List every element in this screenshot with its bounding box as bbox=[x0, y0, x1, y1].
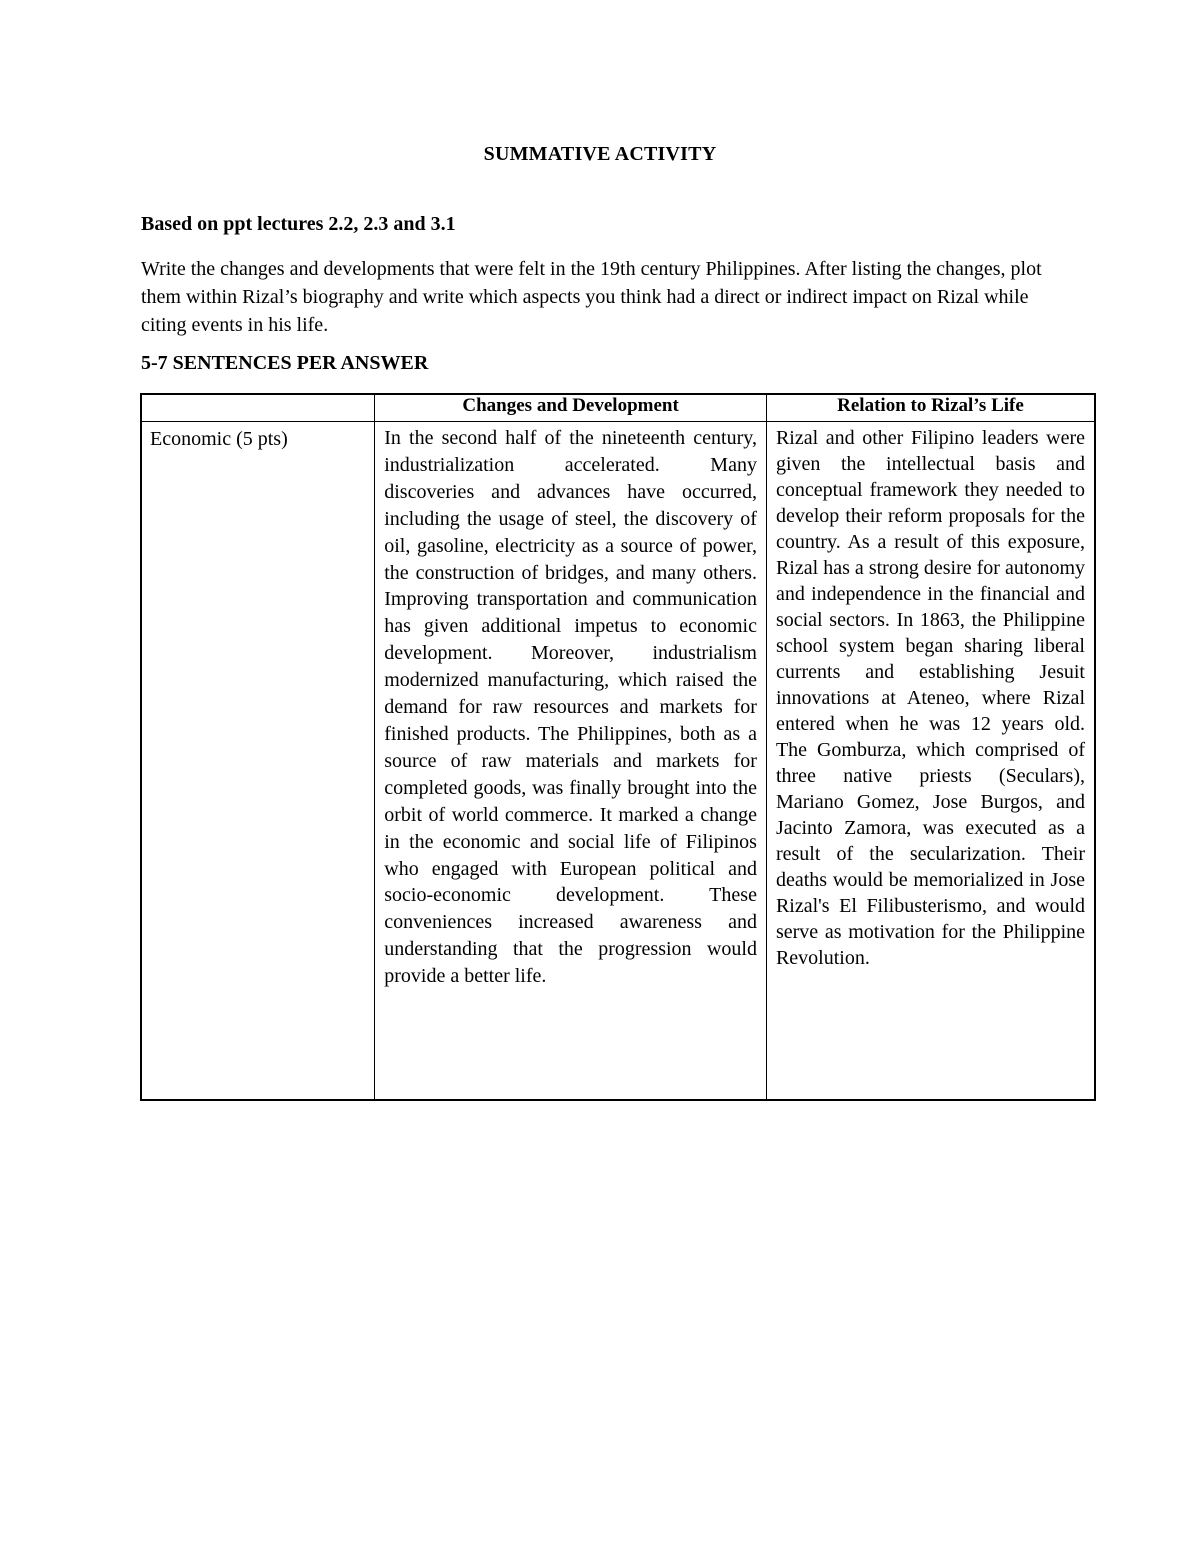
lecture-reference: Based on ppt lectures 2.2, 2.3 and 3.1 bbox=[141, 213, 456, 235]
document-title: SUMMATIVE ACTIVITY bbox=[483, 143, 717, 165]
header-category bbox=[141, 394, 375, 422]
table-header-row bbox=[141, 394, 1095, 422]
changes-cell: In the second half of the nineteenth century, industrialization accelerated. Many discoveries and advances have occurred, including the usage of steel, the discovery of oil, gasoline, electricity as a source of power, the construction of bridges, and many others. Improving transportation and communication has given additional impetus to economic development. Moreover, industrialism modernized manufacturing, which raised the demand for raw resources and markets for finished products. The Philippines, both as a source of raw materials and markets for completed goods, was finally brought into the orbit of world commerce. It marked a change in the economic and social life of Filipinos who engaged with European political and socio-economic development. These conveniences increased awareness and understanding that the progression would provide a better life. bbox=[375, 422, 767, 1101]
answer-table bbox=[140, 393, 1096, 1101]
category-cell: Economic (5 pts) bbox=[141, 422, 375, 1101]
sentences-requirement: 5-7 SENTENCES PER ANSWER bbox=[141, 352, 429, 374]
table-row bbox=[141, 422, 1095, 1101]
instructions-paragraph: Write the changes and developments that were felt in the 19th century Philippines. After listing the changes, plot them within Rizal’s biography and write which aspects you think had a direct or indirect impact on Rizal while citing events in his life. bbox=[141, 258, 1042, 336]
header-relation: Relation to Rizal’s Life bbox=[766, 394, 1095, 422]
header-changes: Changes and Development bbox=[375, 394, 767, 422]
relation-cell: Rizal and other Filipino leaders were given the intellectual basis and conceptual framework they needed to develop their reform proposals for the country. As a result of this exposure, Rizal has a strong desire for autonomy and independence in the financial and social sectors. In 1863, the Philippine school system began sharing liberal currents and establishing Jesuit innovations at Ateneo, where Rizal entered when he was 12 years old. The Gomburza, which comprised of three native priests (Seculars), Mariano Gomez, Jose Burgos, and Jacinto Zamora, was executed as a result of the secularization. Their deaths would be memorialized in Jose Rizal's El Filibusterismo, and would serve as motivation for the Philippine Revolution. bbox=[766, 422, 1095, 1101]
